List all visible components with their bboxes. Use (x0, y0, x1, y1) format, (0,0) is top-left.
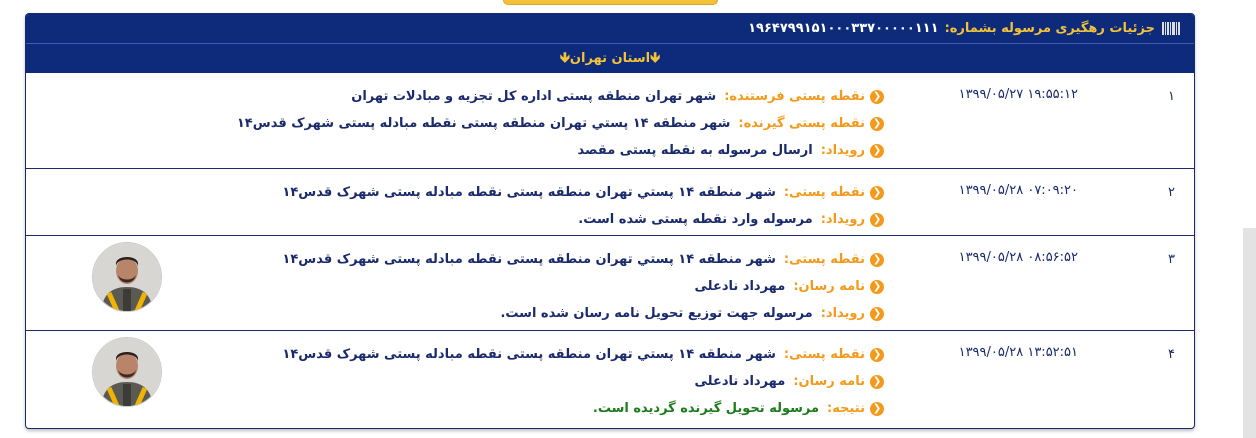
event-row (26, 169, 1194, 236)
event-row (26, 331, 1194, 429)
event-line (282, 206, 884, 233)
arrow-left-circle-icon: ❮ (870, 253, 884, 267)
barcode-icon (1162, 22, 1180, 35)
top-tab (503, 0, 718, 5)
event-label: رویداد: (820, 306, 865, 321)
event-value: ارسال مرسوله به نقطه پستی مقصد (577, 143, 813, 158)
event-line (282, 179, 884, 206)
arrow-left-circle-icon: ❮ (870, 348, 884, 362)
event-value: شهر منطقه ۱۴ پستي تهران منطقه پستی نقطه مبادله پستی شهرک قدس۱۴ (236, 116, 731, 131)
arrow-left-circle-icon: ❮ (870, 144, 884, 158)
postman-avatar (92, 337, 162, 407)
event-details (282, 179, 884, 233)
event-label: نقطه پستی: (783, 185, 865, 200)
event-index: ۱ (1168, 89, 1175, 104)
arrow-left-circle-icon: ❮ (870, 402, 884, 416)
event-row (26, 73, 1194, 169)
event-date: ۱۳۹۹/۰۵/۲۸ ۱۳:۵۲:۵۱ (958, 345, 1078, 360)
event-value: مرسوله وارد نقطه پستی شده است. (578, 212, 813, 227)
event-label: نامه رسان: (793, 279, 865, 294)
event-value: شهر منطقه ۱۴ پستي تهران منطقه پستی نقطه مبادله پستی شهرک قدس۱۴ (282, 252, 776, 267)
event-line (237, 110, 884, 137)
tracking-panel (25, 13, 1195, 429)
event-value: شهر تهران منطقه پستی اداره کل تجزیه و مبادلات تهران (351, 89, 717, 104)
event-label: رویداد: (820, 143, 865, 158)
event-date: ۱۳۹۹/۰۵/۲۸ ۰۷:۰۹:۲۰ (958, 183, 1078, 198)
tracking-header (26, 14, 1194, 44)
province-header (26, 44, 1194, 73)
arrow-down-icon: 🡻 (559, 50, 570, 66)
event-details (282, 341, 884, 422)
event-line (282, 246, 884, 273)
event-label: نقطه پستی: (783, 347, 865, 362)
event-line (282, 273, 884, 300)
event-date: ۱۳۹۹/۰۵/۲۷ ۱۹:۵۵:۱۲ (958, 87, 1078, 102)
event-label: نقطه پستی فرستنده: (724, 89, 865, 104)
event-index: ۲ (1168, 185, 1175, 200)
arrow-left-circle-icon: ❮ (870, 186, 884, 200)
arrow-left-circle-icon: ❮ (870, 375, 884, 389)
event-details (282, 246, 884, 327)
event-line (282, 341, 884, 368)
event-date: ۱۳۹۹/۰۵/۲۸ ۰۸:۵۶:۵۲ (958, 250, 1078, 265)
postman-avatar (92, 242, 162, 312)
province-label: استان تهران (569, 51, 651, 66)
event-value: شهر منطقه ۱۴ پستي تهران منطقه پستی نقطه مبادله پستی شهرک قدس۱۴ (282, 347, 776, 362)
event-label: رویداد: (820, 212, 865, 227)
event-value: شهر منطقه ۱۴ پستي تهران منطقه پستی نقطه مبادله پستی شهرک قدس۱۴ (282, 185, 776, 200)
scrollbar[interactable] (1243, 228, 1256, 438)
event-label: نامه رسان: (793, 374, 865, 389)
event-value: مرسوله جهت توزیع تحویل نامه رسان شده است. (500, 306, 813, 321)
event-line (282, 300, 884, 327)
event-index: ۴ (1168, 347, 1175, 362)
header-title: جزئیات رهگیری مرسوله بشماره: (944, 21, 1155, 36)
event-index: ۳ (1168, 252, 1175, 267)
event-details (237, 83, 884, 164)
event-label: نقطه پستی: (783, 252, 865, 267)
arrow-left-circle-icon: ❮ (870, 213, 884, 227)
event-label: نتیجه: (827, 401, 865, 416)
event-line (237, 137, 884, 164)
event-row (26, 236, 1194, 331)
arrow-left-circle-icon: ❮ (870, 90, 884, 104)
event-line (282, 395, 884, 422)
arrow-left-circle-icon: ❮ (870, 280, 884, 294)
event-line (237, 83, 884, 110)
event-value: مهرداد نادعلی (694, 279, 786, 294)
arrow-left-circle-icon: ❮ (870, 307, 884, 321)
event-value: مرسوله تحویل گیرنده گردیده است. (592, 401, 820, 416)
event-value: مهرداد نادعلی (694, 374, 786, 389)
arrow-left-circle-icon: ❮ (870, 117, 884, 131)
arrow-down-icon: 🡻 (650, 50, 661, 66)
tracking-number: ۱۹۶۴۷۹۹۱۵۱۰۰۰۳۳۷۰۰۰۰۰۱۱۱ (748, 21, 939, 36)
event-line (282, 368, 884, 395)
event-label: نقطه پستی گیرنده: (738, 116, 865, 131)
